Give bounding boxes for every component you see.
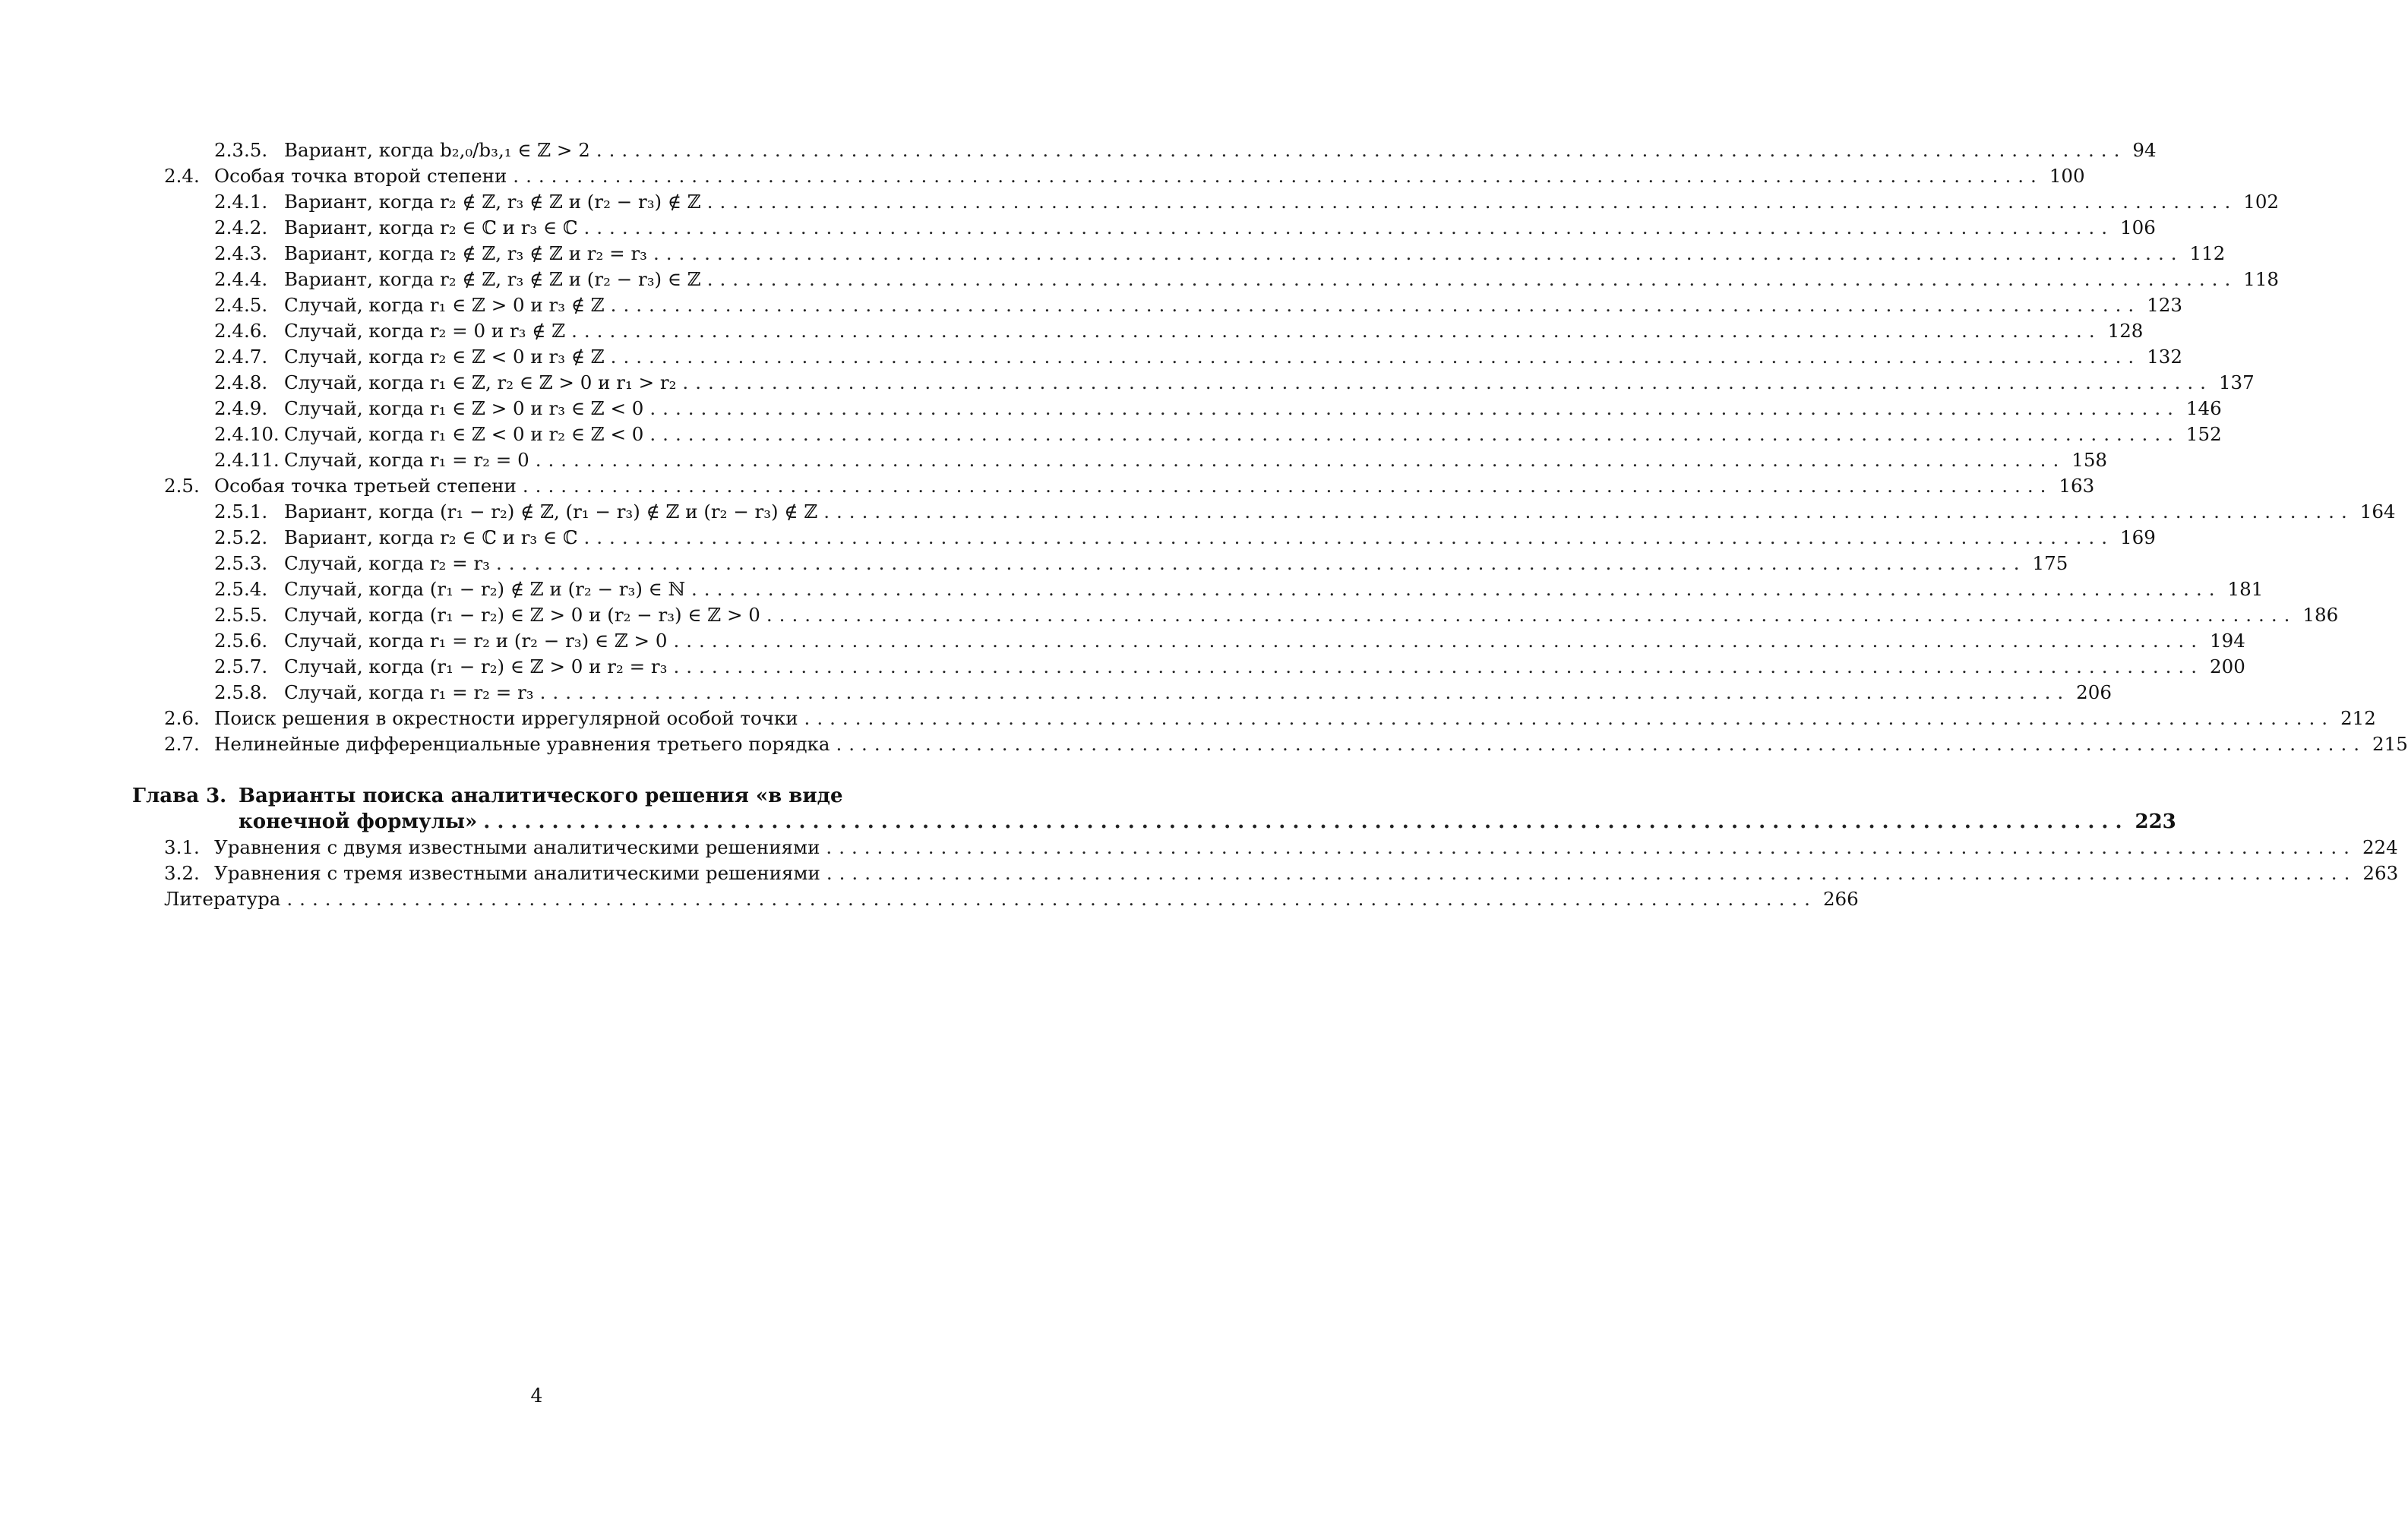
toc-entry-number: 2.4.10. bbox=[214, 423, 280, 445]
toc-entry-title: Случай, когда (r₁ − r₂) ∈ ℤ > 0 и r₂ = r₃ bbox=[284, 655, 668, 677]
dot-leader: ........................................................................................................................ bbox=[826, 862, 2357, 884]
dot-leader: ........................................................................................................................ bbox=[483, 810, 2129, 833]
dot-leader: ........................................................................................................................ bbox=[535, 449, 2066, 471]
toc-entry-page: 112 bbox=[2189, 242, 2226, 264]
toc-entry-page: 223 bbox=[2135, 810, 2176, 833]
dot-leader: ........................................................................................................................ bbox=[583, 526, 2115, 548]
toc-entry-page: 266 bbox=[1822, 888, 1859, 910]
toc-entry bbox=[214, 190, 2280, 214]
toc-entry-number: 2.4.8. bbox=[214, 371, 268, 393]
toc-entry-number: 2.5.8. bbox=[214, 681, 268, 703]
toc-entry bbox=[214, 526, 2156, 550]
toc-entry-number: 2.4.5. bbox=[214, 294, 268, 316]
toc-entry-title: Случай, когда r₁ ∈ ℤ > 0 и r₃ ∈ ℤ < 0 bbox=[284, 397, 644, 419]
toc-entry-page: 158 bbox=[2071, 449, 2107, 471]
toc-entry-number: 2.4.7. bbox=[214, 346, 268, 368]
dot-leader: ........................................................................................................................ bbox=[522, 475, 2053, 497]
dot-leader: ........................................................................................................................ bbox=[804, 707, 2335, 729]
dot-leader: ........................................................................................................................ bbox=[653, 242, 2184, 264]
dot-leader: ........................................................................................................................ bbox=[539, 681, 2071, 703]
toc-entry bbox=[214, 371, 2255, 395]
toc-entry-title: Случай, когда (r₁ − r₂) ∉ ℤ и (r₂ − r₃) ∈ ℕ bbox=[284, 578, 685, 600]
toc-entry-page: 118 bbox=[2243, 268, 2280, 290]
toc-entry bbox=[214, 319, 2144, 343]
toc-entry-number: 2.3.5. bbox=[214, 139, 268, 161]
toc-entry-title: Случай, когда r₁ ∈ ℤ < 0 и r₂ ∈ ℤ < 0 bbox=[284, 423, 644, 445]
toc-entry-title: Варианты поиска аналитического решения «в виде bbox=[239, 785, 843, 807]
toc-entry bbox=[164, 706, 2376, 731]
toc-entry-page: 102 bbox=[2243, 191, 2280, 213]
toc-entry-title: Особая точка второй степени bbox=[214, 165, 507, 187]
toc-entry-page: 169 bbox=[2120, 526, 2156, 548]
dot-leader: ........................................................................................................................ bbox=[766, 604, 2297, 626]
dot-leader: ........................................................................................................................ bbox=[513, 165, 2043, 187]
dot-leader: ........................................................................................................................ bbox=[610, 346, 2141, 368]
toc-entry-title: Случай, когда r₂ = 0 и r₃ ∉ ℤ bbox=[284, 320, 566, 342]
toc-entry bbox=[214, 396, 2222, 421]
toc-entry bbox=[239, 810, 2176, 834]
toc-entry-number: 2.5.6. bbox=[214, 630, 268, 652]
toc-entry bbox=[214, 267, 2280, 292]
toc-entry-title: Случай, когда r₂ = r₃ bbox=[284, 552, 490, 574]
toc-entry-title: Случай, когда r₁ = r₂ = r₃ bbox=[284, 681, 534, 703]
toc-entry-number: 3.1. bbox=[164, 836, 200, 858]
toc-entry-number: 3.2. bbox=[164, 862, 200, 884]
toc-entry bbox=[214, 448, 2107, 472]
toc-entry bbox=[214, 293, 2182, 317]
toc-entry-page: 128 bbox=[2107, 320, 2144, 342]
toc-entry-title: Случай, когда r₁ = r₂ и (r₂ − r₃) ∈ ℤ > 0 bbox=[284, 630, 668, 652]
toc-entry bbox=[214, 603, 2339, 627]
dot-leader: ........................................................................................................................ bbox=[682, 371, 2213, 393]
dot-leader: ........................................................................................................................ bbox=[596, 139, 2127, 161]
dot-leader: ........................................................................................................................ bbox=[583, 216, 2115, 238]
toc-entry-number: 2.7. bbox=[164, 733, 200, 755]
toc-entry-title: Вариант, когда r₂ ∈ ℂ и r₃ ∈ ℂ bbox=[284, 216, 578, 238]
toc-entry-title: Вариант, когда r₂ ∉ ℤ, r₃ ∉ ℤ и r₂ = r₃ bbox=[284, 242, 647, 264]
toc-entry-title: Уравнения с двумя известными аналитическими решениями bbox=[214, 836, 820, 858]
toc-entry-number: 2.5. bbox=[164, 475, 200, 497]
dot-leader: ........................................................................................................................ bbox=[649, 423, 2180, 445]
toc-entry-number: 2.4. bbox=[164, 165, 200, 187]
toc-entry bbox=[164, 164, 2085, 188]
toc-entry-number: 2.5.5. bbox=[214, 604, 268, 626]
toc-entry-number: 2.5.2. bbox=[214, 526, 268, 548]
toc-entry-page: 206 bbox=[2076, 681, 2112, 703]
toc-entry bbox=[214, 242, 2226, 266]
toc-entry-number: 2.5.1. bbox=[214, 501, 268, 523]
toc-entry-number: Глава 3. bbox=[132, 785, 227, 807]
toc-entry-number: 2.5.3. bbox=[214, 552, 268, 574]
dot-leader: ........................................................................................................................ bbox=[649, 397, 2180, 419]
dot-leader: ........................................................................................................................ bbox=[571, 320, 2102, 342]
toc-entry bbox=[214, 216, 2156, 240]
toc-entry bbox=[214, 629, 2245, 653]
toc-entry-number: 2.4.11. bbox=[214, 449, 280, 471]
toc-entry-title: Поиск решения в окрестности иррегулярной особой точки bbox=[214, 707, 798, 729]
toc-entry-title: Нелинейные дифференциальные уравнения третьего порядка bbox=[214, 733, 830, 755]
toc-entry-page: 224 bbox=[2362, 836, 2398, 858]
toc-entry bbox=[214, 655, 2245, 679]
toc-entry-number: 2.4.6. bbox=[214, 320, 268, 342]
toc-entry-number: 2.5.4. bbox=[214, 578, 268, 600]
dot-leader: ........................................................................................................................ bbox=[610, 294, 2141, 316]
toc-entry-title: Уравнения с тремя известными аналитическими решениями bbox=[214, 862, 820, 884]
toc-entry-title: конечной формулы» bbox=[239, 810, 478, 833]
toc-entry-title: Вариант, когда r₂ ∉ ℤ, r₃ ∉ ℤ и (r₂ − r₃) ∈ ℤ bbox=[284, 268, 701, 290]
toc-entry-title: Вариант, когда b₂,₀/b₃,₁ ∈ ℤ > 2 bbox=[284, 139, 590, 161]
toc-entry-page: 200 bbox=[2210, 655, 2245, 677]
toc-entry-title: Случай, когда (r₁ − r₂) ∈ ℤ > 0 и (r₂ − r₃) ∈ ℤ > 0 bbox=[284, 604, 760, 626]
toc-entry bbox=[132, 784, 901, 808]
toc-entry-number: 2.4.2. bbox=[214, 216, 268, 238]
toc-entry bbox=[164, 887, 1859, 911]
toc-entry-page: 100 bbox=[2049, 165, 2085, 187]
toc-entry-page: 152 bbox=[2185, 423, 2222, 445]
dot-leader: ........................................................................................................................ bbox=[691, 578, 2222, 600]
toc-entry bbox=[214, 138, 2157, 163]
toc-entry-page: 263 bbox=[2362, 862, 2399, 884]
toc-entry bbox=[164, 474, 2095, 498]
toc-entry-page: 164 bbox=[2359, 501, 2396, 523]
toc-entry-page: 175 bbox=[2032, 552, 2068, 574]
toc-entry-number: 2.4.9. bbox=[214, 397, 268, 419]
toc-entry-page: 137 bbox=[2218, 371, 2255, 393]
toc-entry bbox=[164, 732, 2408, 756]
toc-entry bbox=[214, 681, 2112, 705]
toc-entry-page: 123 bbox=[2147, 294, 2182, 316]
toc-entry-page: 181 bbox=[2227, 578, 2264, 600]
toc-entry-page: 106 bbox=[2120, 216, 2156, 238]
toc-entry-page: 146 bbox=[2185, 397, 2222, 419]
toc-entry-title: Случай, когда r₂ ∈ ℤ < 0 и r₃ ∉ ℤ bbox=[284, 346, 605, 368]
toc-entry-title: Случай, когда r₁ ∈ ℤ > 0 и r₃ ∉ ℤ bbox=[284, 294, 605, 316]
dot-leader: ........................................................................................................................ bbox=[286, 888, 1817, 910]
toc-entry-number: 2.4.4. bbox=[214, 268, 268, 290]
toc-entry-title: Особая точка третьей степени bbox=[214, 475, 517, 497]
toc-entry-number: 2.5.7. bbox=[214, 655, 268, 677]
toc-entry-page: 215 bbox=[2372, 733, 2408, 755]
toc-entry bbox=[164, 861, 2399, 886]
dot-leader: ........................................................................................................................ bbox=[826, 836, 2356, 858]
toc-entry-number: 2.4.3. bbox=[214, 242, 268, 264]
toc-entry bbox=[214, 500, 2396, 524]
toc-entry-number: 2.4.1. bbox=[214, 191, 268, 213]
toc-entry-title: Вариант, когда (r₁ − r₂) ∉ ℤ, (r₁ − r₃) ∉ ℤ и (r₂ − r₃) ∉ ℤ bbox=[284, 501, 818, 523]
toc-entry-page: 186 bbox=[2302, 604, 2339, 626]
dot-leader: ........................................................................................................................ bbox=[706, 268, 2238, 290]
dot-leader: ........................................................................................................................ bbox=[823, 501, 2354, 523]
toc-entry-page: 194 bbox=[2210, 630, 2245, 652]
dot-leader: ........................................................................................................................ bbox=[706, 191, 2238, 213]
toc-entry bbox=[214, 345, 2182, 369]
toc-entry bbox=[214, 577, 2264, 602]
toc-entry-page: 132 bbox=[2147, 346, 2182, 368]
page-number: 4 bbox=[530, 1385, 543, 1407]
toc-entry-title: Литература bbox=[164, 888, 281, 910]
toc-entry-title: Вариант, когда r₂ ∈ ℂ и r₃ ∈ ℂ bbox=[284, 526, 578, 548]
toc-entry bbox=[214, 551, 2068, 576]
dot-leader: ........................................................................................................................ bbox=[836, 733, 2367, 755]
dot-leader: ........................................................................................................................ bbox=[495, 552, 2027, 574]
toc-entry bbox=[164, 835, 2398, 860]
toc-entry-page: 163 bbox=[2059, 475, 2095, 497]
toc-entry-number: 2.6. bbox=[164, 707, 200, 729]
toc-entry-page: 94 bbox=[2132, 139, 2157, 161]
toc-entry-title: Случай, когда r₁ ∈ ℤ, r₂ ∈ ℤ > 0 и r₁ > r₂ bbox=[284, 371, 677, 393]
dot-leader: ........................................................................................................................ bbox=[673, 630, 2204, 652]
dot-leader: ........................................................................................................................ bbox=[673, 655, 2204, 677]
toc-entry-title: Вариант, когда r₂ ∉ ℤ, r₃ ∉ ℤ и (r₂ − r₃) ∉ ℤ bbox=[284, 191, 701, 213]
toc-entry-page: 212 bbox=[2340, 707, 2376, 729]
toc-entry-title: Случай, когда r₁ = r₂ = 0 bbox=[284, 449, 529, 471]
toc-entry bbox=[214, 422, 2222, 447]
